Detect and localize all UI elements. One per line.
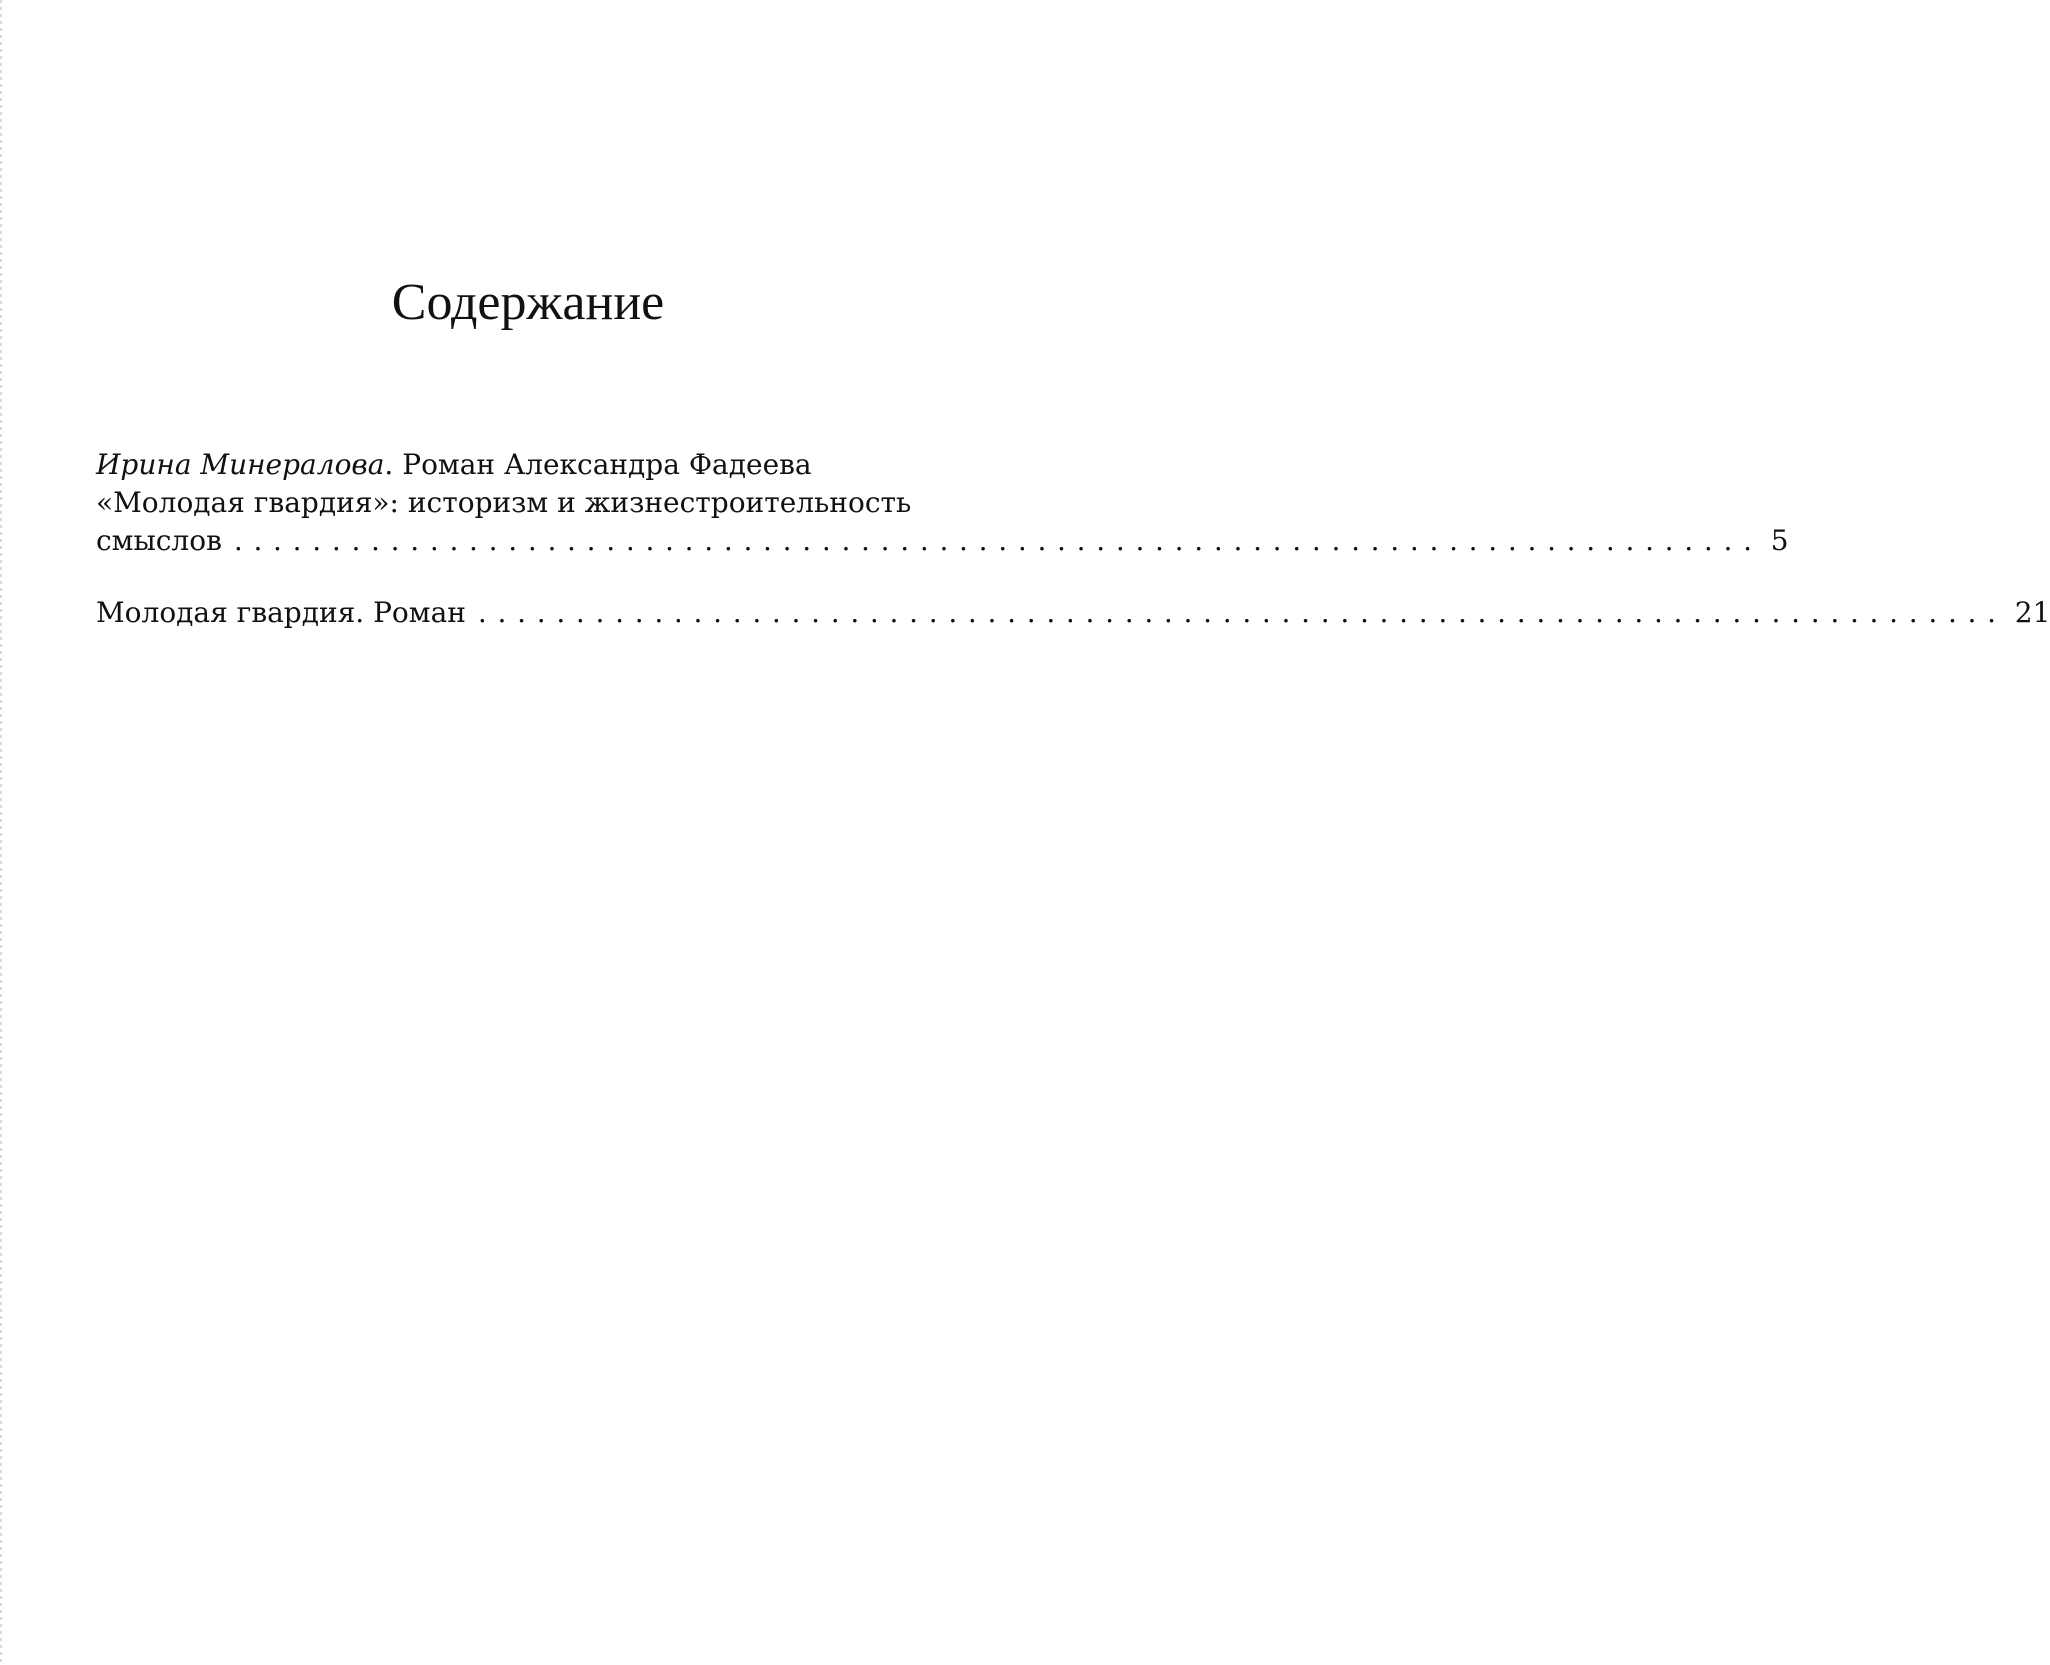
toc-entry-author: Ирина Минералова bbox=[96, 448, 385, 481]
toc-leader-dots: .............................................................................. bbox=[233, 524, 1763, 557]
toc-entry-title-part1: Роман Александра Фадеева bbox=[393, 448, 812, 481]
toc-entry-line-3 bbox=[96, 522, 1789, 560]
toc-entry-title-part2: «Молодая гвардия»: историзм и жизнестроительность bbox=[96, 486, 912, 519]
page-title: Содержание bbox=[391, 274, 665, 331]
toc-entry-line-1 bbox=[96, 446, 961, 484]
toc-entry-author-separator: . bbox=[384, 448, 394, 481]
toc-entry-title-part3: смыслов bbox=[96, 524, 222, 557]
toc-entry-title: Молодая гвардия. Роман bbox=[96, 596, 466, 629]
toc-entry-line-2 bbox=[96, 484, 961, 522]
toc-leader-dots: .............................................................................. bbox=[477, 596, 2007, 629]
toc-entry-line-1 bbox=[96, 594, 2050, 632]
toc-entry-mineralova[interactable] bbox=[96, 446, 1789, 560]
toc-page-number: 21 bbox=[2014, 596, 2050, 629]
page-edge bbox=[0, 0, 2, 1665]
toc-entry-novel[interactable] bbox=[96, 594, 2050, 632]
toc-page-number: 5 bbox=[1770, 524, 1789, 557]
